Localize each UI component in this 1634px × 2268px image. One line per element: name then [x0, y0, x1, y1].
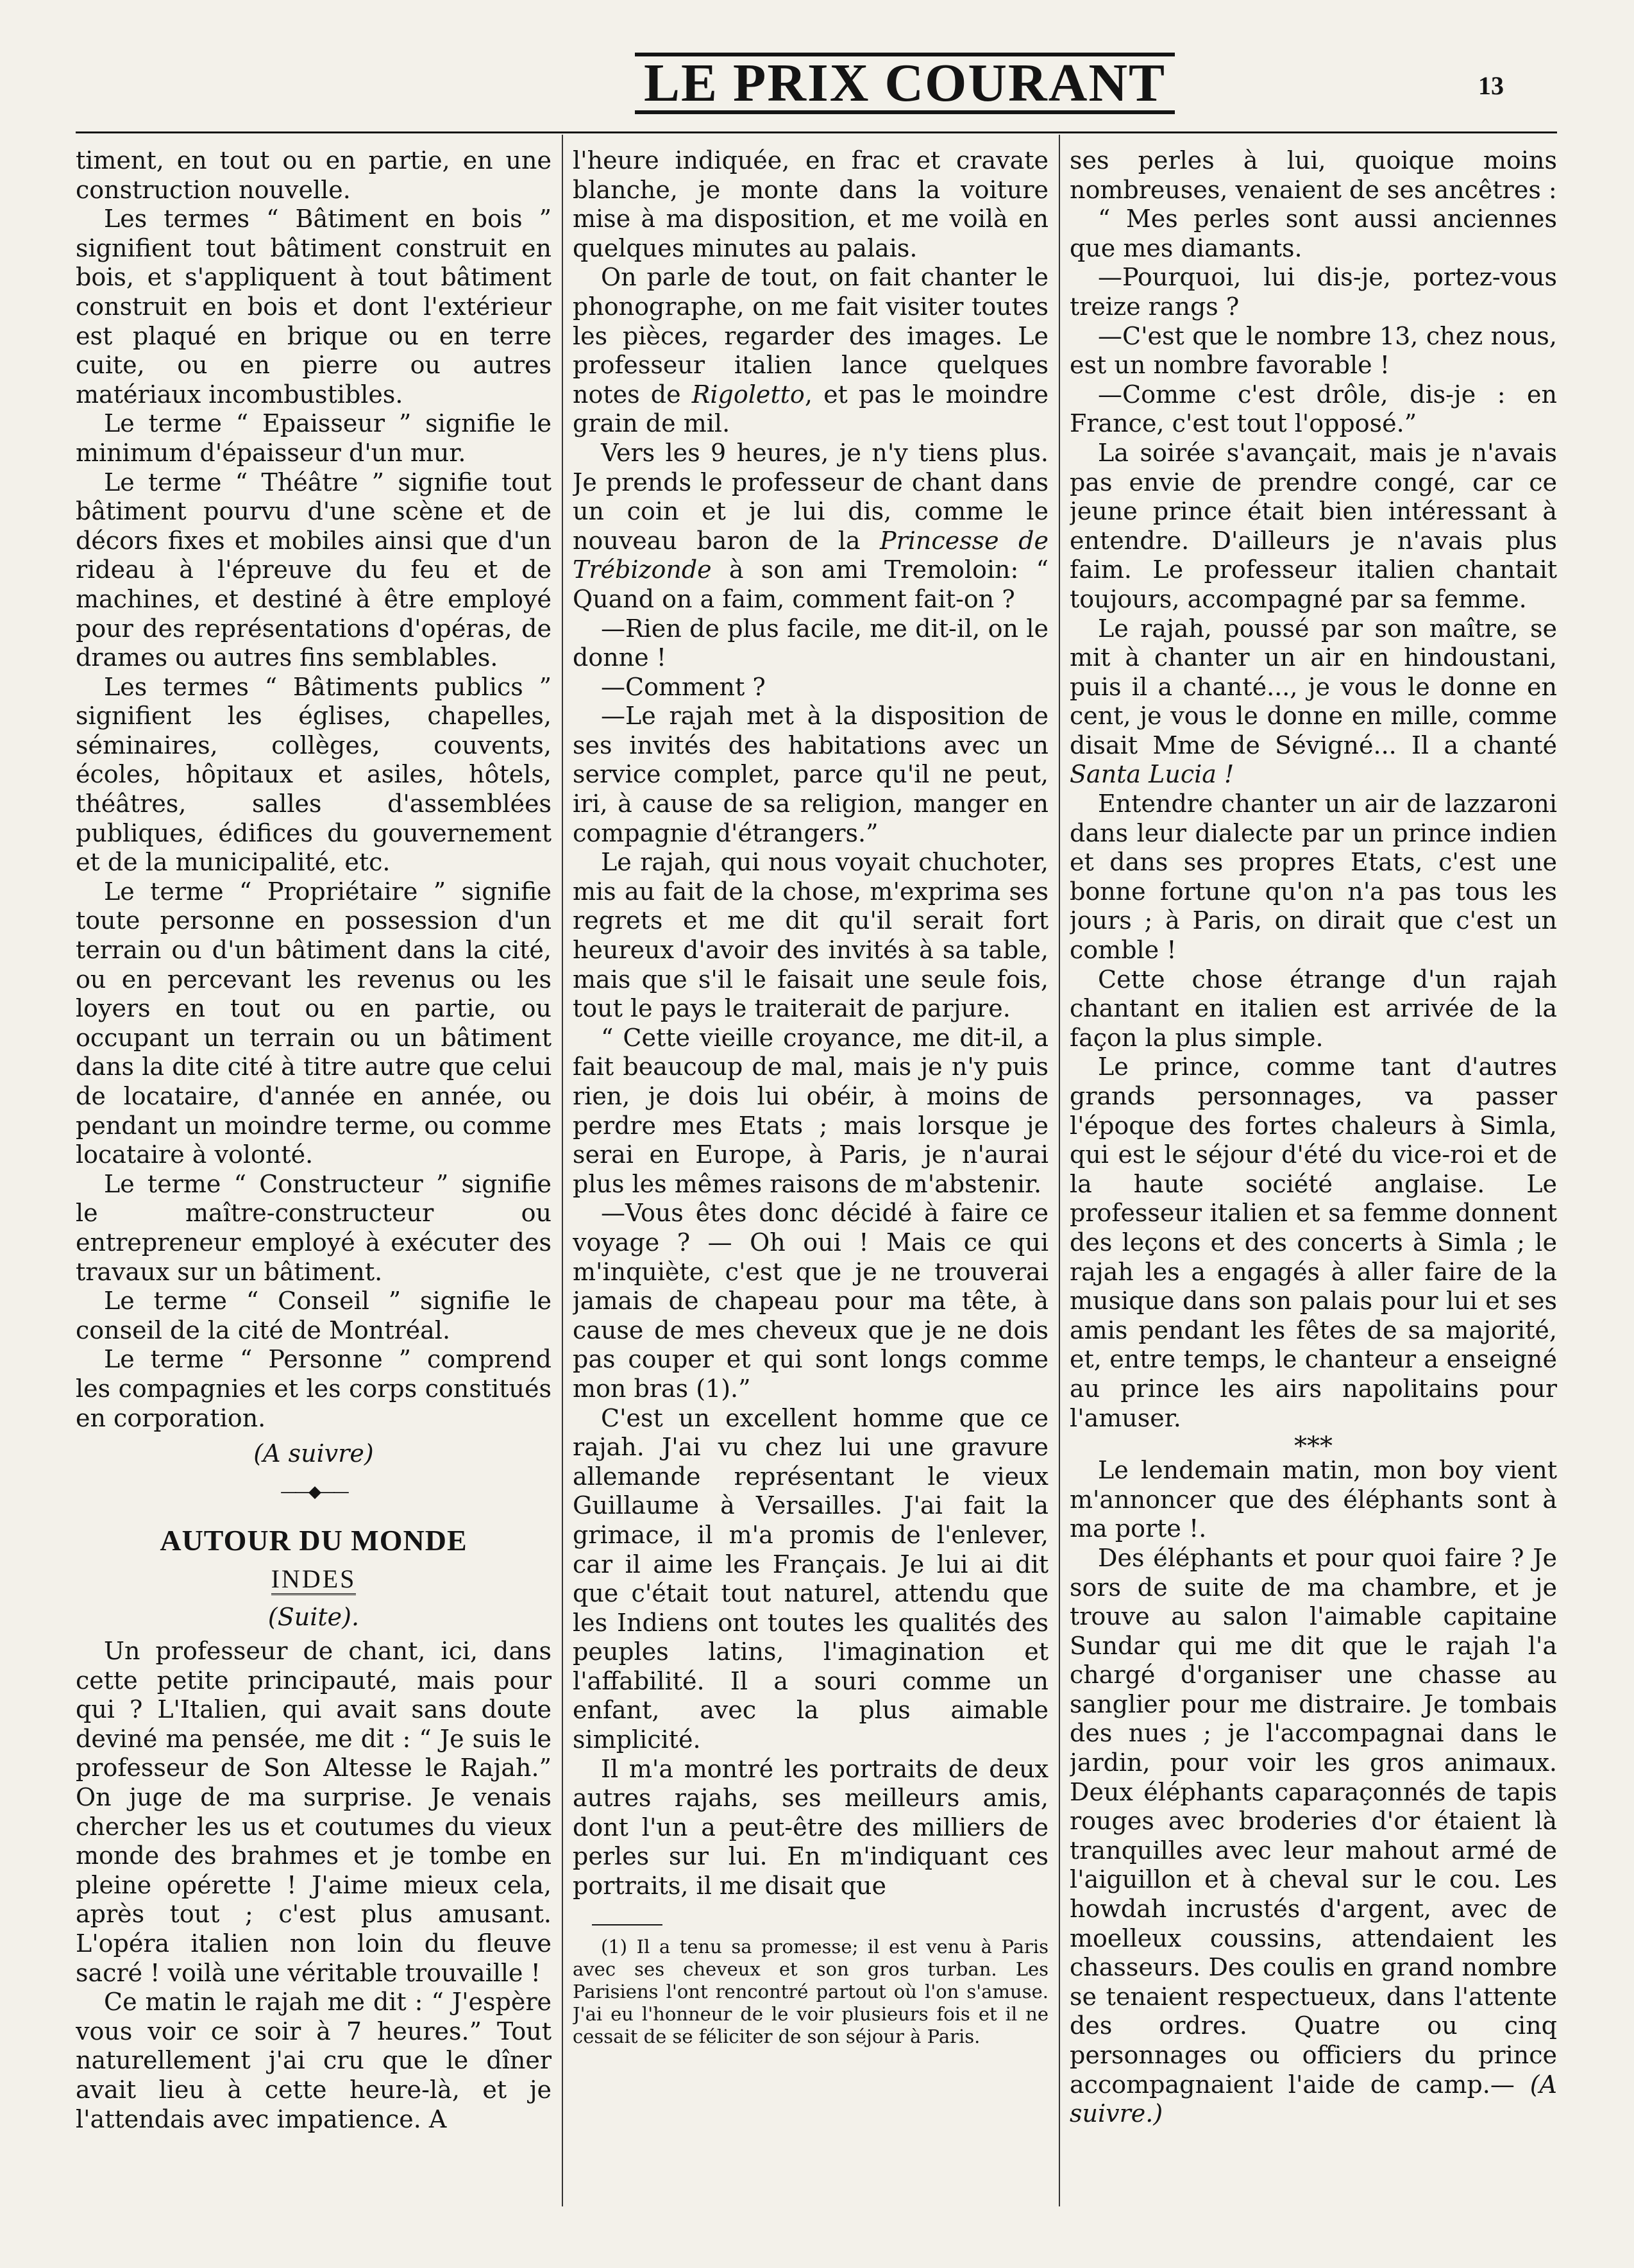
- paragraph: Entendre chanter un air de lazzaroni dans leur dialecte par un prince indien et dans ses propres Etats, c'est une bonne fortune qu'on n'a pas tous les jours ; à Paris, on dirait que c'est un comble !: [1070, 790, 1557, 965]
- column-1: [76, 146, 552, 2212]
- column-2: [573, 146, 1049, 2212]
- paragraph: Un professeur de chant, ici, dans cette petite principauté, mais pour qui ? L'Italien, qui avait sans doute deviné ma pensée, me dit : “ Je suis le professeur de Son Altesse le Rajah.” On juge de ma surprise. Je venais chercher les us et coutumes du vieux monde des brahmes et je tombe en pleine opérette ! J'aime mieux cela, après tout ; c'est plus amusant. L'opéra italien non loin du fleuve sacré ! voilà une véritable trouvaille !: [76, 1637, 552, 1987]
- italic-title: Rigoletto: [691, 380, 805, 409]
- paragraph: —Comment ?: [601, 672, 766, 701]
- section-title: AUTOUR DU MONDE: [160, 1524, 467, 1557]
- paragraph: Cette chose étrange d'un rajah chantant en italien est arrivée de la façon la plus simple.: [1070, 965, 1557, 1052]
- paragraph: Le terme “ Propriétaire ” signifie toute personne en possession d'un terrain ou d'un bâtiment dans la cité, ou en percevant les revenus ou les loyers en tout ou en partie, ou occupant un terrain ou un bâtiment dans la dite cité à titre autre que celui de locataire, d'année en année, ou pendant un moindre terme, ou comme locataire à volonté.: [76, 877, 552, 1169]
- paragraph: Le terme “ Epaisseur ” signifie le minimum d'épaisseur d'un mur.: [76, 409, 552, 467]
- to-be-continued: (A suivre): [253, 1439, 374, 1468]
- paragraph: —Rien de plus facile, me dit-il, on le donne !: [573, 614, 1049, 672]
- text-run: Vers les 9 heures, je n'y tiens plus. Je prends le professeur de chant dans un coin et je lui dis, comme le nouveau baron de la: [573, 438, 1049, 555]
- paragraph: l'heure indiquée, en frac et cravate blanche, je monte dans la voiture mise à ma disposition, et me voilà en quelques minutes au palais.: [573, 146, 1049, 262]
- paragraph: Le lendemain matin, mon boy vient m'annoncer que des éléphants sont à ma porte !.: [1070, 1456, 1557, 1543]
- continuation-label: (Suite).: [267, 1602, 360, 1631]
- paragraph: Le terme “ Conseil ” signifie le conseil de la cité de Montréal.: [76, 1287, 552, 1344]
- footnote: (1) Il a tenu sa promesse; il est venu à Paris avec ses cheveux et son gros turban. Les Parisiens l'ont rencontré partout où l'on s'amuse. J'ai eu l'honneur de le voir plusieurs fois et il ne cessait de se féliciter de son séjour à Paris.: [573, 1935, 1049, 2047]
- paragraph: La soirée s'avançait, mais je n'avais pas envie de prendre congé, car ce jeune prince était bien intéressant à entendre. D'ailleurs je n'avais plus faim. Le professeur italien chantait toujours, accompagné par sa femme.: [1070, 438, 1557, 613]
- section-subtitle-text: INDES: [271, 1564, 357, 1595]
- text-run: à son ami Tremoloin: “ Quand on a faim, comment fait-on ?: [573, 555, 1049, 613]
- paragraph: —C'est que le nombre 13, chez nous, est un nombre favorable !: [1070, 321, 1557, 380]
- header-rule: [76, 131, 1557, 133]
- column-rule-2: [1059, 135, 1060, 2206]
- paragraph: Le terme “ Théâtre ” signifie tout bâtiment pourvu d'une scène et de décors fixes et mobiles ainsi que d'un rideau à l'épreuve du feu et de machines, et destiné à être employé pour des représentations d'opéras, de drames ou autres fins semblables.: [76, 468, 552, 672]
- text-run: On parle de tout, on fait chanter le phonographe, on me fait visiter toutes les pièces, regarder des images. Le professeur italien lance quelques notes de: [573, 263, 1049, 409]
- paragraph: Le rajah, qui nous voyait chuchoter, mis au fait de la chose, m'exprima ses regrets et me dit qu'il serait fort heureux d'avoir des invités à sa table, mais que s'il le faisait une seule fois, tout le pays le traiterait de parjure.: [573, 848, 1049, 1023]
- paragraph: [573, 439, 1049, 614]
- paragraph: “ Cette vieille croyance, me dit-il, a fait beaucoup de mal, mais je n'y puis rien, je dois lui obéir, à moins de perdre mes Etats ; mais lorsque je serai en Europe, à Paris, je n'aurai plus les mêmes raisons de m'abstenir.: [573, 1023, 1049, 1198]
- section-subtitle: [76, 1564, 552, 1594]
- section-divider: ——◆——: [280, 1482, 347, 1502]
- footnote-rule: [592, 1924, 662, 1925]
- column-rule-1: [562, 135, 563, 2206]
- paragraph: [573, 263, 1049, 439]
- paragraph: timent, en tout ou en partie, en une construction nouvelle.: [76, 146, 552, 204]
- page-number: 13: [1478, 71, 1504, 100]
- paragraph: Le terme “ Personne ” comprend les compagnies et les corps constitués en corporation.: [76, 1345, 552, 1432]
- paragraph: —Comme c'est drôle, dis-je : en France, c'est tout l'opposé.”: [1070, 380, 1557, 438]
- paragraph: C'est un excellent homme que ce rajah. J'ai vu chez lui une gravure allemande représentant le vieux Guillaume à Versailles. J'ai fait la grimace, il m'a promis de l'enlever, car il aime les Français. Je lui ai dit que c'était tout naturel, attendu que les Indiens ont toutes les qualités des peuples latins, l'imagination et l'affabilité. Il a souri comme un enfant, avec la plus aimable simplicité.: [573, 1403, 1049, 1754]
- paragraph: [1070, 614, 1557, 790]
- paragraph: ses perles à lui, quoique moins nombreuses, venaient de ses ancêtres :: [1070, 146, 1557, 204]
- paragraph: Les termes “ Bâtiment en bois ” signifient tout bâtiment construit en bois, et s'appliquent à tout bâtiment construit en bois et dont l'extérieur est plaqué en brique ou en terre cuite, ou en pierre ou autres matériaux incombustibles.: [76, 205, 552, 409]
- paragraph: Ce matin le rajah me dit : “ J'espère vous voir ce soir à 7 heures.” Tout naturellement j'ai cru que le dîner avait lieu à cette heure-là, et je l'attendais avec impatience. A: [76, 1988, 552, 2133]
- text-run: Des éléphants et pour quoi faire ? Je sors de suite de ma chambre, et je trouve au salon l'aimable capitaine Sundar qui me dit que le rajah l'a chargé d'organiser une chasse au sanglier pour me distraire. Je tombais des nues ; je l'accompagnai dans le jardin, pour voir les gros animaux. Deux éléphants caparaçonnés de tapis rouges avec broderies d'or étaient là tranquilles avec leur mahout armé de l'aiguillon et à cheval sur le cou. Les howdah incrustés d'argent, avec de moelleux coussins, attendaient les chasseurs. Des coulis en grand nombre se tenaient respectueux, dans l'attente des ordres. Quatre ou cinq personnages ou officiers du prince accompagnaient l'aide de camp.—: [1070, 1543, 1557, 2099]
- text-run: , et pas le moindre grain de mil.: [573, 380, 1049, 438]
- paragraph: Le prince, comme tant d'autres grands personnages, va passer l'époque des fortes chaleurs à Simla, qui est le séjour d'été du vice-roi et de la haute société anglaise. Le professeur italien et sa femme donnent des leçons et des concerts à Simla ; le rajah les a engagés à aller faire de la musique dans son palais pour lui et ses amis pendant les fêtes de sa majorité, et, entre temps, le chanteur a enseigné au prince les airs napolitains pour l'amuser.: [1070, 1053, 1557, 1432]
- paragraph: —Pourquoi, lui dis-je, portez-vous treize rangs ?: [1070, 263, 1557, 321]
- section-asterism: ***: [1294, 1432, 1333, 1462]
- text-run: Le rajah, poussé par son maître, se mit à chanter un air en hindoustani, puis il a chanté..., je vous le donne en cent, je vous le donne en mille, comme disait Mme de Sévigné... Il a chanté: [1070, 614, 1557, 759]
- masthead: LE PRIX COURANT: [635, 53, 1175, 114]
- paragraph: [1070, 1544, 1557, 2129]
- paragraph: Le terme “ Constructeur ” signifie le maître-constructeur ou entrepreneur employé à exécuter des travaux sur un bâtiment.: [76, 1169, 552, 1286]
- italic-title: Santa Lucia !: [1070, 760, 1234, 789]
- paragraph: “ Mes perles sont aussi anciennes que mes diamants.: [1070, 205, 1557, 262]
- italic-title: Princesse de Trébizonde: [573, 526, 1049, 584]
- paragraph: Il m'a montré les portraits de deux autres rajahs, ses meilleurs amis, dont l'un a peut-être des milliers de perles sur lui. En m'indiquant ces portraits, il me disait que: [573, 1754, 1049, 1900]
- paragraph: —Vous êtes donc décidé à faire ce voyage ? — Oh oui ! Mais ce qui m'inquiète, c'est que je ne trouverai jamais de chapeau pour ma tête, à cause de mes cheveux que je ne dois pas couper et qui sont longs comme mon bras (1).”: [573, 1199, 1049, 1403]
- paragraph: —Le rajah met à la disposition de ses invités des habitations avec un service complet, parce qu'il ne peut, iri, à cause de sa religion, manger en compagnie d'étrangers.”: [573, 702, 1049, 847]
- to-be-continued: (A suivre.): [1070, 2070, 1557, 2128]
- paragraph: Les termes “ Bâtiments publics ” signifient les églises, chapelles, séminaires, collèges, couvents, écoles, hôpitaux et asiles, hôtels, théâtres, salles d'assemblées publiques, édifices du gouvernement et de la municipalité, etc.: [76, 672, 552, 877]
- column-3: [1070, 146, 1557, 2212]
